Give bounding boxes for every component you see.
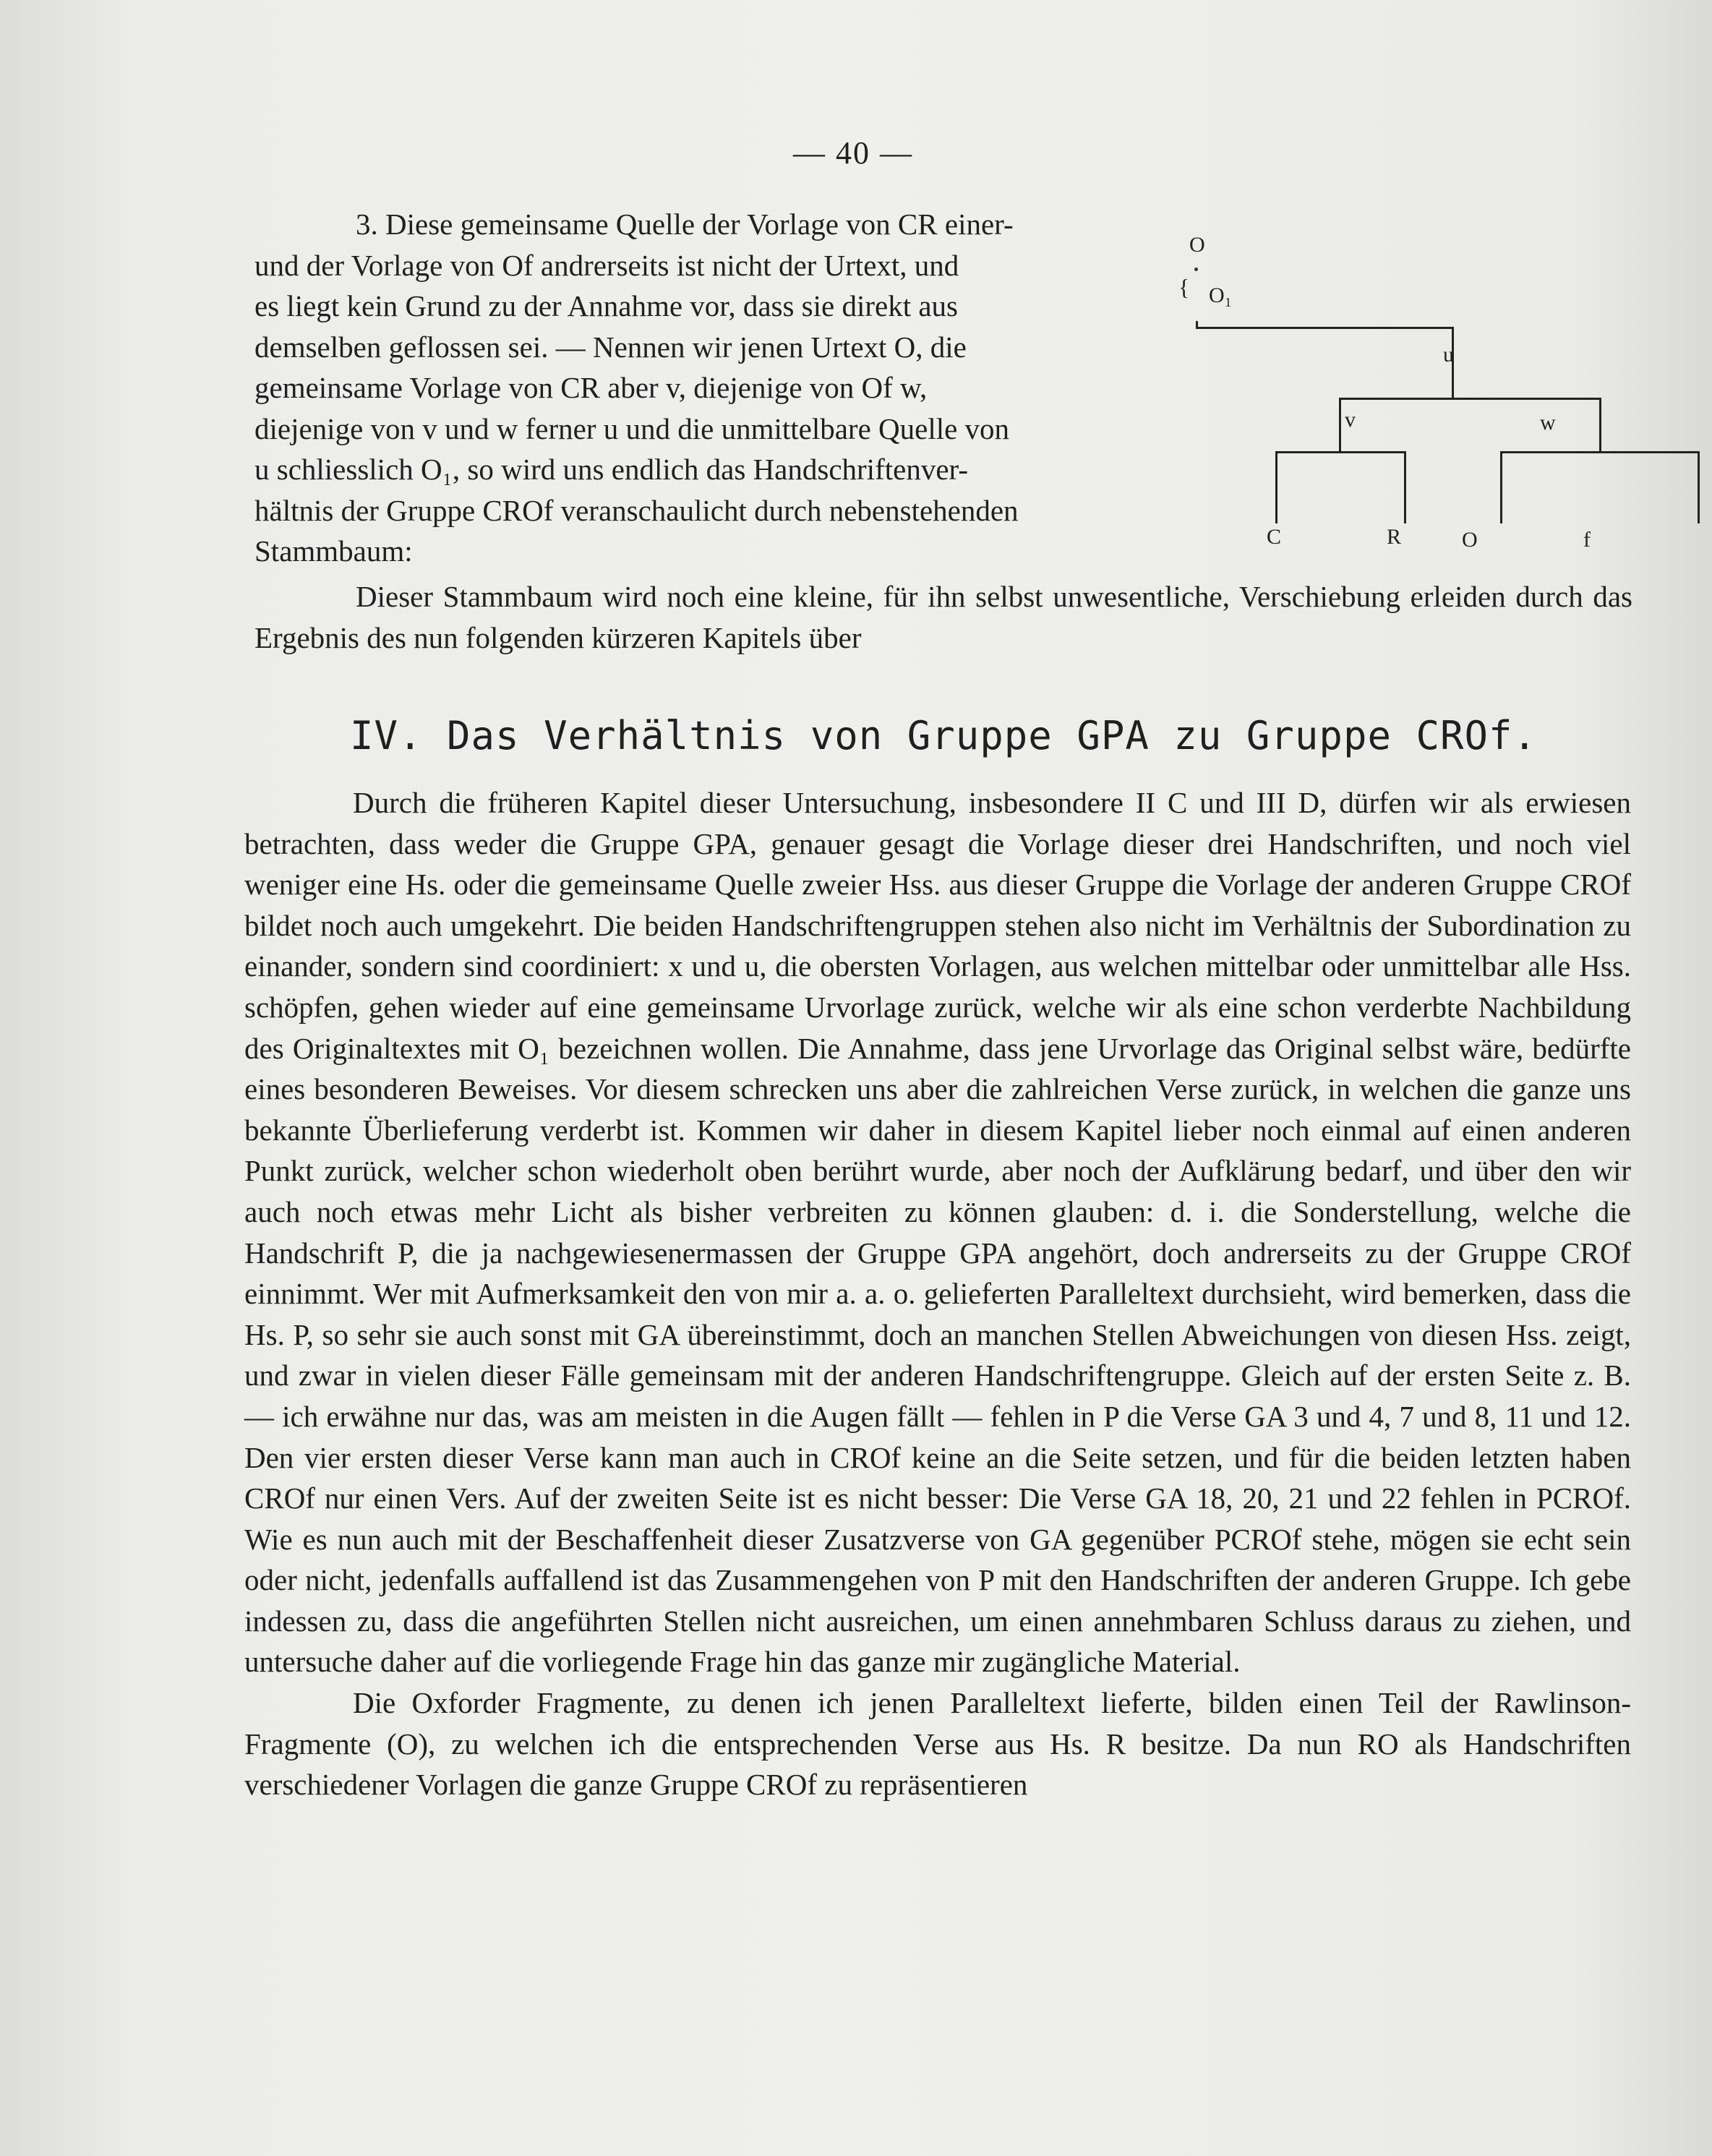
section-3-line: es liegt kein Grund zu der Annahme vor, dass sie direkt aus (254, 289, 959, 322)
stemma-w-branch (1500, 451, 1700, 453)
section-3-paragraph (254, 204, 1144, 572)
stemma-leaf-c: C (1267, 525, 1282, 549)
stemma-leaf-o: O (1462, 528, 1478, 552)
section-3-line: und der Vorlage von Of andrerseits ist nicht der Urtext, und (254, 248, 959, 282)
stemma-o1-brace: { (1178, 274, 1190, 300)
stemma-note-paragraph: Dieser Stammbaum wird noch eine kleine, für ihn selbst unwesentliche, Verschiebung erleiden durch das Ergebnis des nun folgenden kürzeren Kapitels über (254, 580, 1632, 654)
stemma-o1-label: O₁ (1209, 283, 1233, 307)
section-3-line: 3. Diese gemeinsame Quelle der Vorlage von CR einer- (356, 208, 1014, 241)
stemma-f-edge (1698, 451, 1700, 523)
chapter-paragraph: Die Oxforder Fragmente, zu denen ich jenen Paralleltext lieferte, bilden einen Teil der Rawlinson-Fragmente (O), zu welchen ich die entsprechenden Verse aus Hs. R besitze. Da nun RO als Handschriften verschiedener Vorlagen die ganze Gruppe CROf zu repräsentieren (244, 1686, 1631, 1802)
page-number: — 40 — (793, 135, 913, 171)
section-3-line: hältnis der Gruppe CROf veranschaulicht durch nebenstehenden (254, 493, 1019, 527)
stemma-v-label: v (1345, 408, 1356, 432)
stemma-r-edge (1404, 451, 1406, 523)
stemma-o1-branch (1196, 327, 1453, 329)
stemma-root-label: O (1189, 233, 1205, 257)
section-3-line: u schliesslich O₁, so wird uns endlich das Handschriftenver- (254, 453, 969, 486)
stemma-v-branch (1275, 451, 1406, 453)
stemma-u-branch (1339, 398, 1601, 400)
chapter-heading: IV. Das Verhältnis von Gruppe GPA zu Gruppe CROf. (350, 713, 1538, 758)
stemma-v-edge (1339, 398, 1341, 453)
section-3-line: diejenige von v und w ferner u und die unmittelbare Quelle von (254, 411, 1010, 445)
section-3-line: gemeinsame Vorlage von CR aber v, diejenige von Of w, (254, 371, 928, 404)
stemma-leaf-f: f (1583, 528, 1591, 552)
stemma-o-edge (1500, 451, 1502, 523)
stemma-c-edge (1275, 451, 1277, 523)
stemma-w-edge (1599, 398, 1601, 453)
section-3-line: demselben geflossen sei. — Nennen wir jenen Urtext O, die (254, 330, 967, 364)
stemma-w-label: w (1540, 411, 1556, 435)
chapter-body (244, 782, 1631, 1805)
stemma-u-label: u (1443, 343, 1454, 367)
section-3-line: Stammbaum: (254, 534, 413, 568)
stemma-diagram (1171, 217, 1634, 564)
stemma-leaf-r: R (1387, 525, 1402, 549)
chapter-paragraph: Durch die früheren Kapitel dieser Untersuchung, insbesondere II C und III D, dürfen wir als erwiesen betrachten, dass weder die Gruppe GPA, genauer gesagt die Vorlage dieser drei Handschriften, und noch viel weniger eine Hs. oder die gemeinsame Quelle zweier Hss. aus dieser Gruppe die Vorlage der anderen Gruppe CROf bildet noch auch umgekehrt. Die beiden Handschriftengruppen stehen also nicht im Verhältnis der Subordination zu einander, sondern sind coordiniert: x und u, die obersten Vorlagen, aus welchen mittelbar oder unmittelbar alle Hss. schöpfen, gehen wieder auf eine gemeinsame Urvorlage zurück, welche wir als eine schon verderbte Nachbildung des Originaltextes mit O₁ bezeichnen wollen. Die Annahme, dass jene Urvorlage das Original selbst wäre, bedürfte eines besonderen Beweises. Vor diesem schrecken uns aber die zahlreichen Verse zurück, in welchen die ganze uns bekannte Überlieferung verderbt ist. Kommen wir daher in diesem Kapitel lieber noch einmal auf einen anderen Punkt zurück, welcher schon wiederholt oben berührt wurde, aber noch der Aufklärung bedarf, und über den wir auch noch etwas mehr Licht als bisher verbreiten zu können glauben: d. i. die Sonderstellung, welche die Handschrift P, die ja nachgewiesenermassen der Gruppe GPA angehört, doch andrerseits zu der Gruppe CROf einnimmt. Wer mit Aufmerksamkeit den von mir a. a. o. gelieferten Paralleltext durchsieht, wird bemerken, dass die Hs. P, so sehr sie auch sonst mit GA übereinstimmt, doch an manchen Stellen Abweichungen von diesen Hss. zeigt, und zwar in vielen dieser Fälle gemeinsam mit der anderen Handschriftengruppe. Gleich auf der ersten Seite z. B. — ich erwähne nur das, was am meisten in die Augen fällt — fehlen in P die Verse GA 3 und 4, 7 und 8, 11 und 12. Den vier ersten dieser Verse kann man auch in CROf keine an die Seite setzen, und für die beiden letzten haben CROf nur einen Vers. Auf der zweiten Seite ist es nicht besser: Die Verse GA 18, 20, 21 und 22 fehlen in PCROf. Wie es nun auch mit der Beschaffenheit dieser Zusatzverse von GA gegenüber PCROf stehe, mögen sie echt sein oder nicht, jedenfalls auffallend ist das Zusammengehen von P mit den Handschriften der anderen Gruppe. Ich gebe indessen zu, dass die angeführten Stellen nicht ausreichen, um einen annehmbaren Schluss daraus zu ziehen, und untersuche daher auf die vorliegende Frage hin das ganze mir zugängliche Material. (244, 786, 1631, 1679)
stemma-dot (1194, 268, 1198, 271)
